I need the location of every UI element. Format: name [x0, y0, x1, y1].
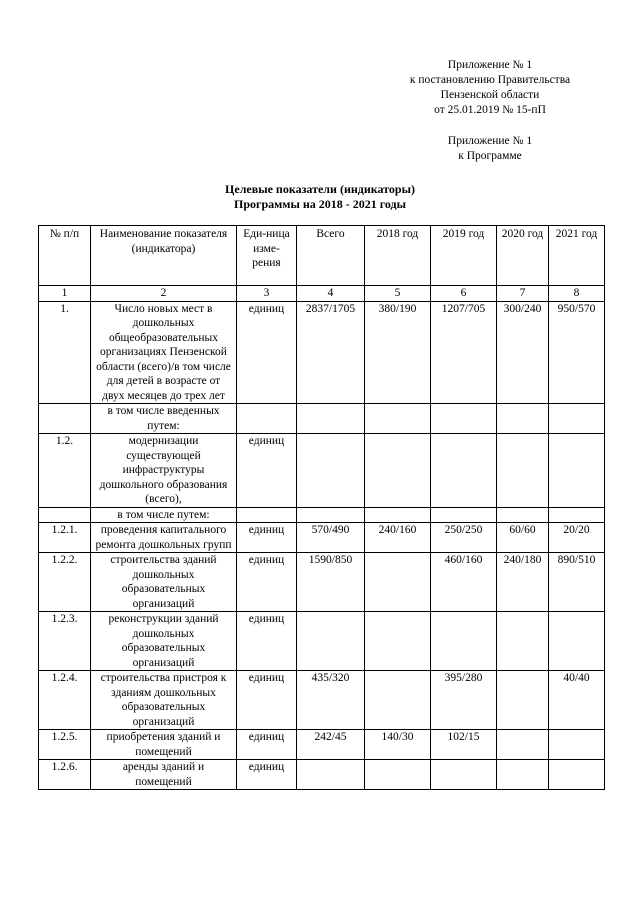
- cell-y2021: [549, 404, 605, 434]
- cell-y2019: [431, 507, 497, 523]
- cell-y2018: [365, 507, 431, 523]
- cell-name: реконструкции зданий дошкольных образовательных организаций: [91, 612, 237, 671]
- cell-y2020: [497, 404, 549, 434]
- cell-unit: единиц: [237, 434, 297, 508]
- cell-y2019: 460/160: [431, 553, 497, 612]
- cell-name: строительства зданий дошкольных образовательных организаций: [91, 553, 237, 612]
- cell-unit: [237, 404, 297, 434]
- cell-y2019: [431, 434, 497, 508]
- cell-y2019: 1207/705: [431, 301, 497, 404]
- column-header-2019: 2019 год: [431, 226, 497, 286]
- cell-unit: единиц: [237, 553, 297, 612]
- cell-name: проведения капитального ремонта дошкольных групп: [91, 523, 237, 553]
- cell-y2018: 140/30: [365, 730, 431, 760]
- column-number: 7: [497, 286, 549, 302]
- cell-unit: [237, 507, 297, 523]
- table-row: [39, 507, 605, 523]
- column-header-total: Всего: [297, 226, 365, 286]
- cell-total: 2837/1705: [297, 301, 365, 404]
- cell-y2019: 395/280: [431, 671, 497, 730]
- column-number: 5: [365, 286, 431, 302]
- column-number: 6: [431, 286, 497, 302]
- cell-y2020: [497, 612, 549, 671]
- cell-unit: единиц: [237, 523, 297, 553]
- title-line-1: Целевые показатели (индикаторы): [225, 182, 415, 196]
- table-row: [39, 671, 605, 730]
- cell-total: [297, 434, 365, 508]
- cell-num: [39, 404, 91, 434]
- cell-total: [297, 612, 365, 671]
- cell-name: строительства пристроя к зданиям дошкольных образовательных организаций: [91, 671, 237, 730]
- page-title: [0, 182, 640, 212]
- table-row: [39, 404, 605, 434]
- cell-num: 1.2.3.: [39, 612, 91, 671]
- header-line: от 25.01.2019 № 15-пП: [434, 104, 546, 116]
- cell-y2021: [549, 612, 605, 671]
- cell-total: 570/490: [297, 523, 365, 553]
- cell-num: 1.2.6.: [39, 760, 91, 790]
- cell-y2020: [497, 434, 549, 508]
- cell-y2018: [365, 612, 431, 671]
- cell-y2021: [549, 760, 605, 790]
- cell-name: в том числе введенных путем:: [91, 404, 237, 434]
- cell-total: [297, 507, 365, 523]
- cell-y2018: [365, 434, 431, 508]
- table-row: [39, 760, 605, 790]
- cell-total: 435/320: [297, 671, 365, 730]
- cell-total: 1590/850: [297, 553, 365, 612]
- header-line: Пензенской области: [440, 89, 540, 101]
- cell-name: аренды зданий и помещений: [91, 760, 237, 790]
- column-header-num: № п/п: [39, 226, 91, 286]
- table-row: [39, 612, 605, 671]
- cell-y2021: [549, 507, 605, 523]
- cell-name: Число новых мест в дошкольных общеобразовательных организациях Пензенской области (всего)/в том числе для детей в возрасте от двух месяцев до трех лет: [91, 301, 237, 404]
- table-row: [39, 301, 605, 404]
- column-header-unit: Еди-ница изме-рения: [237, 226, 297, 286]
- cell-y2020: [497, 760, 549, 790]
- column-header-2021: 2021 год: [549, 226, 605, 286]
- cell-num: 1.2.5.: [39, 730, 91, 760]
- column-header-name: Наименование показателя (индикатора): [91, 226, 237, 286]
- cell-unit: единиц: [237, 301, 297, 404]
- cell-y2020: [497, 730, 549, 760]
- cell-y2018: [365, 760, 431, 790]
- cell-y2018: [365, 553, 431, 612]
- table-row: [39, 553, 605, 612]
- indicators-table: [38, 225, 605, 790]
- cell-y2021: 20/20: [549, 523, 605, 553]
- cell-name: модернизации существующей инфраструктуры дошкольного образования (всего),: [91, 434, 237, 508]
- cell-y2018: [365, 404, 431, 434]
- cell-total: [297, 760, 365, 790]
- cell-unit: единиц: [237, 612, 297, 671]
- cell-num: 1.2.4.: [39, 671, 91, 730]
- cell-num: 1.2.1.: [39, 523, 91, 553]
- column-number: 4: [297, 286, 365, 302]
- column-header-2020: 2020 год: [497, 226, 549, 286]
- cell-name: в том числе путем:: [91, 507, 237, 523]
- cell-y2020: 240/180: [497, 553, 549, 612]
- cell-unit: единиц: [237, 760, 297, 790]
- cell-y2020: [497, 507, 549, 523]
- cell-y2019: [431, 760, 497, 790]
- column-numbers-row: [39, 286, 605, 302]
- table-row: [39, 523, 605, 553]
- cell-total: [297, 404, 365, 434]
- column-number: 2: [91, 286, 237, 302]
- cell-unit: единиц: [237, 730, 297, 760]
- cell-y2019: 102/15: [431, 730, 497, 760]
- cell-y2018: 380/190: [365, 301, 431, 404]
- header-line: к постановлению Правительства: [409, 74, 571, 86]
- column-number: 3: [237, 286, 297, 302]
- cell-y2020: [497, 671, 549, 730]
- table-row: [39, 434, 605, 508]
- header-line: к Программе: [458, 150, 522, 162]
- header-line: Приложение № 1: [447, 135, 533, 147]
- cell-y2019: 250/250: [431, 523, 497, 553]
- column-number: 1: [39, 286, 91, 302]
- cell-name: приобретения зданий и помещений: [91, 730, 237, 760]
- cell-num: 1.: [39, 301, 91, 404]
- table-row: [39, 730, 605, 760]
- column-number: 8: [549, 286, 605, 302]
- title-line-2: Программы на 2018 - 2021 годы: [233, 197, 406, 211]
- cell-num: 1.2.2.: [39, 553, 91, 612]
- cell-y2021: 40/40: [549, 671, 605, 730]
- header-line: Приложение № 1: [447, 59, 533, 71]
- cell-num: 1.2.: [39, 434, 91, 508]
- table-header-row: [39, 226, 605, 286]
- cell-y2021: 950/570: [549, 301, 605, 404]
- cell-y2019: [431, 612, 497, 671]
- document-header: [380, 58, 600, 164]
- cell-y2020: 60/60: [497, 523, 549, 553]
- cell-y2021: 890/510: [549, 553, 605, 612]
- cell-y2019: [431, 404, 497, 434]
- cell-y2020: 300/240: [497, 301, 549, 404]
- cell-y2018: 240/160: [365, 523, 431, 553]
- cell-y2021: [549, 434, 605, 508]
- cell-num: [39, 507, 91, 523]
- column-header-2018: 2018 год: [365, 226, 431, 286]
- cell-total: 242/45: [297, 730, 365, 760]
- cell-y2018: [365, 671, 431, 730]
- cell-unit: единиц: [237, 671, 297, 730]
- cell-y2021: [549, 730, 605, 760]
